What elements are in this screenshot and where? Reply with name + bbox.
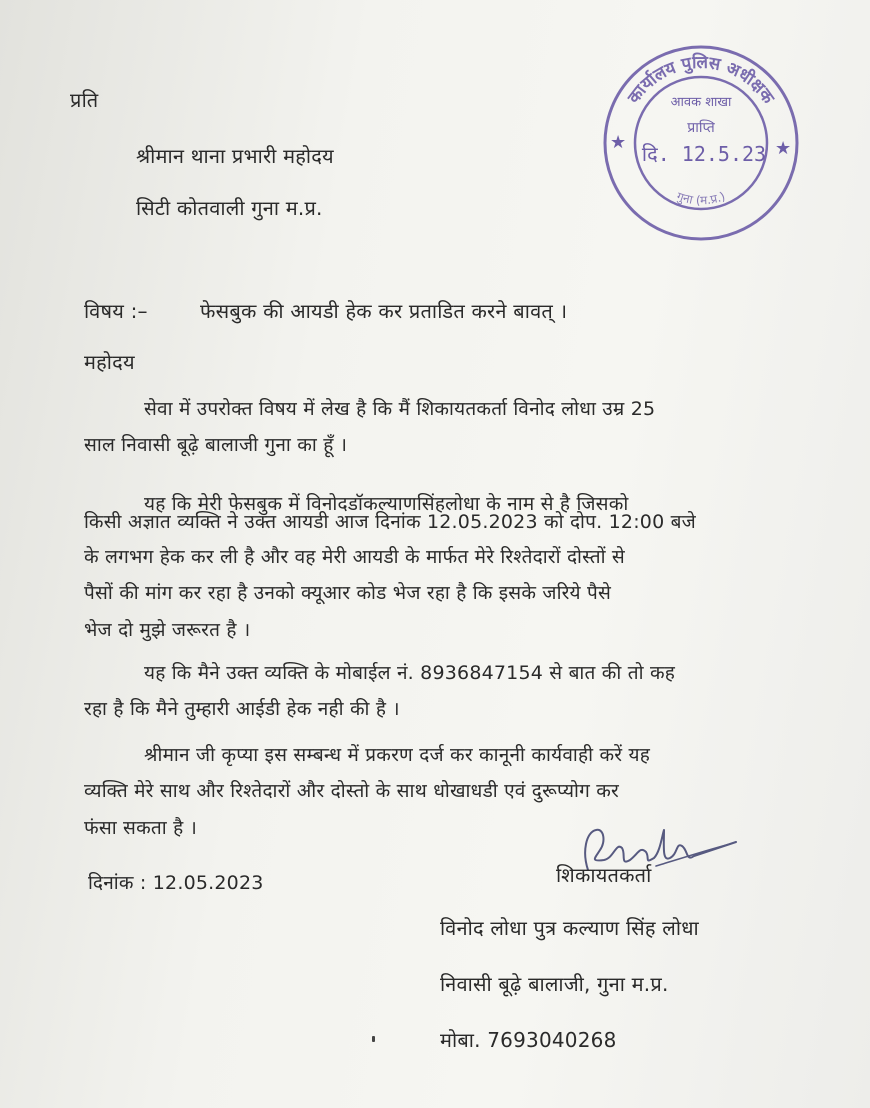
para4-line-1: श्रीमान जी कृप्या इस सम्बन्ध में प्रकरण दर्ज कर कानूनी कार्यवाही करें यह — [144, 744, 650, 766]
svg-text:गुना (म.प्र.) — [675, 189, 728, 207]
para2-line-1: यह कि मेरी फेसबुक में विनोदडॉकल्याणसिंहलोधा के नाम से है जिसको — [144, 493, 629, 515]
recipient-label: प्रति — [70, 88, 99, 112]
stamp-bottom-text: गुना (म.प्र.) — [674, 189, 728, 208]
subject-label: विषय :– — [84, 299, 148, 323]
para2-line-5: भेज दो मुझे जरूरत है । — [84, 619, 251, 641]
stamp-star-right: ★ — [775, 138, 792, 159]
complainant-address: निवासी बूढ़े बालाजी, गुना म.प्र. — [440, 972, 669, 996]
para4-line-3: फंसा सकता है । — [84, 817, 198, 839]
subject-text: फेसबुक की आयडी हेक कर प्रताडित करने बावत् । — [200, 299, 568, 323]
complainant-name: विनोद लोधा पुत्र कल्याण सिंह लोधा — [440, 916, 699, 940]
para3-line-2: रहा है कि मैने तुम्हारी आईडी हेक नही की है । — [84, 698, 400, 720]
para1-line-2: साल निवासी बूढ़े बालाजी गुना का हूँ । — [84, 434, 348, 456]
complainant-mobile: मोबा. 7693040268 — [440, 1028, 617, 1052]
ink-speck — [372, 1036, 375, 1042]
stamp-outer-text: कार्यालय पुलिस अधीक्षक — [624, 52, 778, 108]
para2-line-4: पैसों की मांग कर रहा है उनको क्यूआर कोड भेज रहा है कि इसके जरिये पैसे — [84, 582, 612, 604]
para2-line-2: किसी अज्ञात व्यक्ति ने उक्त आयडी आज दिनांक 12.05.2023 को दोप. 12:00 बजे — [84, 511, 696, 533]
addressee-line-2: सिटी कोतवाली गुना म.प्र. — [136, 196, 323, 220]
para2-line-3: के लगभग हेक कर ली है और वह मेरी आयडी के मार्फत मेरे रिश्तेदारों दोस्तों से — [84, 546, 625, 568]
stamp-date: दि. 12.5.23 — [641, 142, 767, 166]
addressee-line-1: श्रीमान थाना प्रभारी महोदय — [136, 144, 334, 168]
salutation: महोदय — [84, 350, 135, 374]
stamp-line-2: प्राप्ति — [687, 120, 715, 136]
complainant-label: शिकायतकर्ता — [556, 863, 652, 887]
office-seal-stamp — [598, 40, 804, 246]
stamp-star-left: ★ — [610, 132, 627, 153]
para3-line-1: यह कि मैने उक्त व्यक्ति के मोबाईल नं. 8936847154 से बात की तो कह — [144, 662, 676, 684]
stamp-line-1: आवक शाखा — [670, 95, 732, 110]
letter-date: दिनांक : 12.05.2023 — [88, 872, 264, 894]
para4-line-2: व्यक्ति मेरे साथ और रिश्तेदारों और दोस्तो के साथ धोखाधडी एवं दुरूप्योग कर — [84, 780, 620, 802]
para1-line-1: सेवा में उपरोक्त विषय में लेख है कि मैं शिकायतकर्ता विनोद लोधा उम्र 25 — [144, 398, 656, 420]
